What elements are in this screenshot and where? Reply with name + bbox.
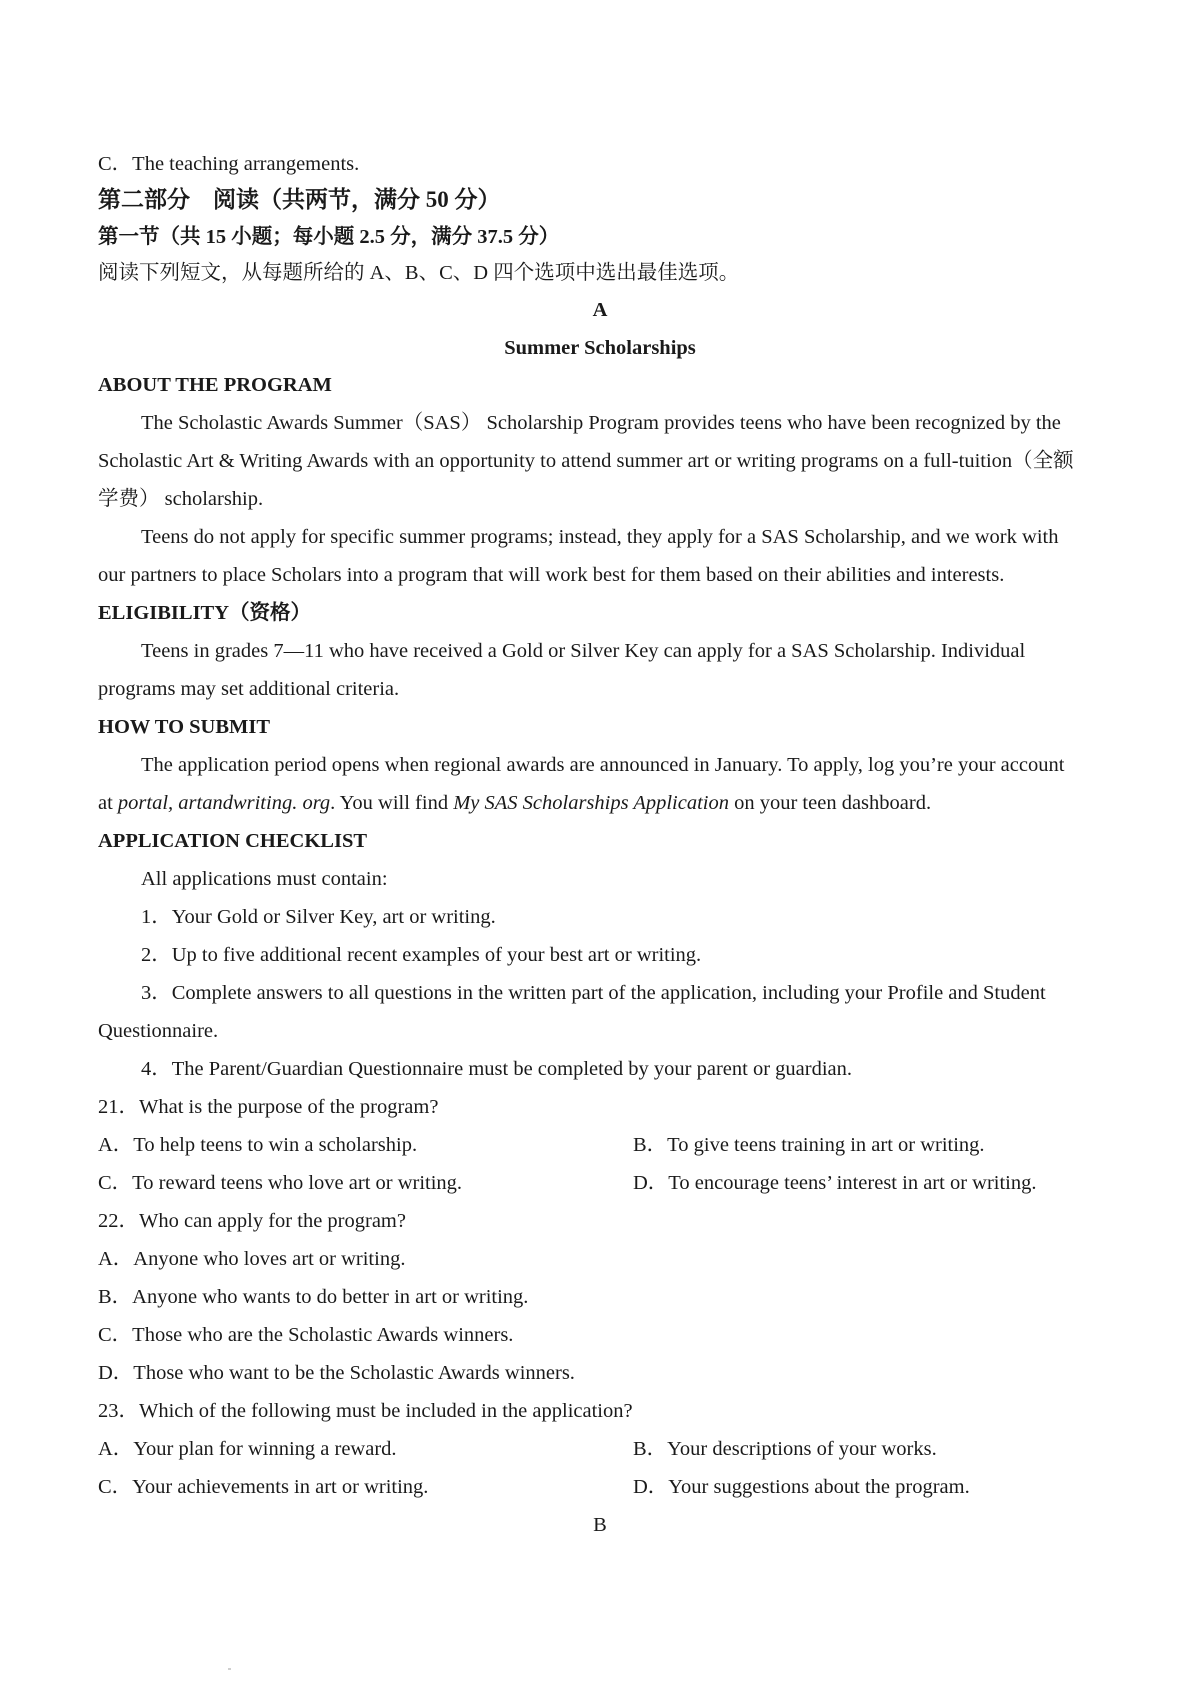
instruction: 阅读下列短文，从每题所给的 A、B、C、D 四个选项中选出最佳选项。 <box>98 262 740 284</box>
checklist-intro: All applications must contain: <box>141 868 388 890</box>
question-23-option-a: A．Your plan for winning a reward. <box>98 1438 397 1460</box>
checklist-item: Questionnaire. <box>98 1020 219 1042</box>
question-23-stem: 23．Which of the following must be included in the application? <box>98 1400 633 1422</box>
question-23-option-c: C．Your achievements in art or writing. <box>98 1476 429 1498</box>
checklist-item: 2．Up to five additional recent examples of your best art or writing. <box>141 944 702 966</box>
next-passage-label: B <box>593 1514 607 1536</box>
eligibility-paragraph-line: Teens in grades 7—11 who have received a Gold or Silver Key can apply for a SAS Scholarship. Individual <box>141 640 1026 662</box>
question-22-option-d: D．Those who want to be the Scholastic Awards winners. <box>98 1362 575 1384</box>
question-22-option-b: B．Anyone who wants to do better in art or writing. <box>98 1286 529 1308</box>
about-paragraph-line: Scholastic Art & Writing Awards with an opportunity to attend summer art or writing programs on a full-tuition（全额 <box>98 450 1074 472</box>
section1-heading: 第一节（共 15 小题；每小题 2.5 分，满分 37.5 分） <box>98 226 560 248</box>
question-21-option-d: D．To encourage teens’ interest in art or writing. <box>633 1172 1037 1194</box>
question-22-stem: 22．Who can apply for the program? <box>98 1210 406 1232</box>
question-21-option-c: C．To reward teens who love art or writing. <box>98 1172 463 1194</box>
submit-paragraph-line: at portal, artandwriting. org. You will find My SAS Scholarships Application on your teen dashboard. <box>98 792 932 814</box>
question-23-option-d: D．Your suggestions about the program. <box>633 1476 970 1498</box>
question-23-option-b: B．Your descriptions of your works. <box>633 1438 937 1460</box>
question-21-option-b: B．To give teens training in art or writing. <box>633 1134 985 1156</box>
portal-link: portal, artandwriting. org <box>117 792 331 814</box>
question-22-option-a: A．Anyone who loves art or writing. <box>98 1248 406 1270</box>
about-paragraph-line: Teens do not apply for specific summer programs; instead, they apply for a SAS Scholarship, and we work with <box>141 526 1059 548</box>
question-21-option-a: A．To help teens to win a scholarship. <box>98 1134 418 1156</box>
passage-title: Summer Scholarships <box>504 337 696 359</box>
passage-label: A <box>592 299 608 321</box>
checklist-item: 4．The Parent/Guardian Questionnaire must be completed by your parent or guardian. <box>141 1058 853 1080</box>
scan-speck <box>228 1668 231 1670</box>
eligibility-heading: ELIGIBILITY（资格） <box>98 602 312 624</box>
about-heading: ABOUT THE PROGRAM <box>98 374 332 396</box>
checklist-item: 3．Complete answers to all questions in the written part of the application, including your Profile and Student <box>141 982 1046 1004</box>
eligibility-paragraph-line: programs may set additional criteria. <box>98 678 400 700</box>
previous-option-c: C．The teaching arrangements. <box>98 153 360 175</box>
application-name: My SAS Scholarships Application <box>453 792 729 814</box>
question-21-stem: 21．What is the purpose of the program? <box>98 1096 439 1118</box>
question-22-option-c: C．Those who are the Scholastic Awards winners. <box>98 1324 514 1346</box>
checklist-heading: APPLICATION CHECKLIST <box>98 830 368 852</box>
about-paragraph-line: The Scholastic Awards Summer（SAS） Scholarship Program provides teens who have been recognized by the <box>141 412 1061 434</box>
submit-heading: HOW TO SUBMIT <box>98 716 271 738</box>
checklist-item: 1．Your Gold or Silver Key, art or writing. <box>141 906 496 928</box>
part2-heading: 第二部分 阅读（共两节，满分 50 分） <box>98 187 501 212</box>
about-paragraph-line: 学费） scholarship. <box>98 488 264 510</box>
submit-paragraph-line: The application period opens when regional awards are announced in January. To apply, log you’re your account <box>141 754 1065 776</box>
about-paragraph-line: our partners to place Scholars into a program that will work best for them based on their abilities and interests. <box>98 564 1005 586</box>
